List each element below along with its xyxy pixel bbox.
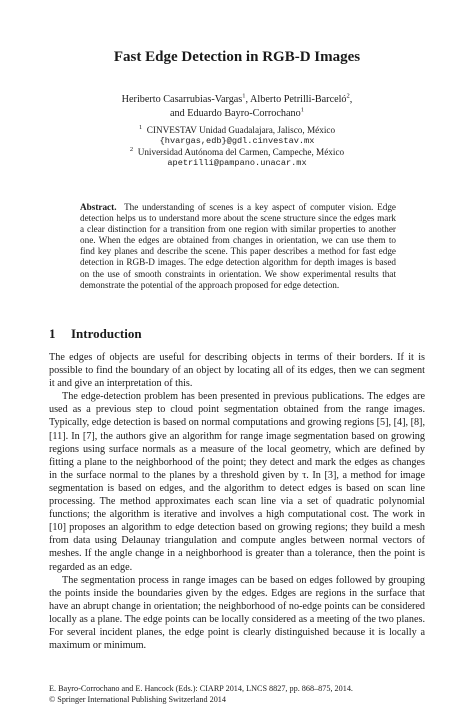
- paper-title: Fast Edge Detection in RGB-D Images: [113, 49, 361, 65]
- author-name: , Alberto Petrilli-Barceló: [245, 94, 347, 105]
- author-block: [0, 93, 474, 121]
- author-affil-mark: 1: [242, 92, 246, 100]
- affiliation-2: [0, 147, 474, 158]
- footer-citation: E. Bayro-Corrochano and E. Hancock (Eds.): CIARP 2014, LNCS 8827, pp. 868–875, 2014.: [49, 684, 353, 693]
- author-name: Heriberto Casarrubias-Vargas: [121, 94, 243, 105]
- affiliation-2-email: apetrilli@pampano.unacar.mx: [167, 158, 307, 168]
- abstract-text: The understanding of scenes is a key aspect of computer vision. Edge detection helps us to understand more about the scene structure since the edges mark a clear distinction for a transition from one region with similar properties to another one. When the edges are obtained from changes in orientation, we can use them to find key planes and describe the scene. This paper describes a method for fast edge detection in RGB-D images. The edge detection algorithm for depth images is based on the use of smooth constraints in orientation. We show experimental results that demonstrate the potential of the approach proposed for edge detection.: [80, 202, 396, 290]
- affil-text: Universidad Autónoma del Carmen, Campeche, México: [137, 147, 345, 157]
- affil-number: 1: [138, 123, 143, 131]
- body-text: [49, 351, 425, 652]
- author-separator: ,: [349, 94, 353, 105]
- author-name: and Eduardo Bayro-Corrochano: [170, 108, 301, 119]
- affil-text: CINVESTAV Unidad Guadalajara, Jalisco, México: [146, 125, 336, 135]
- section-heading: [49, 326, 142, 342]
- footer: [49, 683, 353, 705]
- paragraph: The edge-detection problem has been presented in previous publications. The edges are used as a previous step to cloud point segmentation obtained from the range images. Typically, edge detection is based on normal computations and growing regions [5], [4], [8], [11]. In [7], the authors give an algorithm for range image segmentation based on growing regions using surface normals as a measure of the local geometry, which are defined by fitting a plane to the neighborhood of the point; they detect and mark the edges as changes in the surface normal to the planes by a threshold given by τ. In [3], a method for image segmentation is based on edges, and the algorithm to detect edges is based on scan line processing. The method approximates each scan line via a set of quadratic polynomial functions; the algorithm is iterative and involves a high computational cost. The work in [10] proposes an algorithm to edge detection based on growing regions; they build a mesh from data using Delaunay triangulation and compute angles between normal vectors of meshes. If the angle change in a neighborhood is greater than a tolerance, then the point is regarded as an edge.: [49, 391, 425, 573]
- affiliation-1-email: {hvargas,edb}@gdl.cinvestav.mx: [159, 136, 315, 146]
- section-title: Introduction: [71, 326, 142, 341]
- author-affil-mark: 2: [346, 92, 350, 100]
- section-number: 1: [49, 326, 56, 341]
- footer-copyright: © Springer International Publishing Switzerland 2014: [49, 695, 226, 704]
- author-affil-mark: 1: [300, 106, 304, 114]
- author-line-1: [0, 93, 474, 107]
- paragraph: The segmentation process in range images can be based on edges followed by grouping the points inside the boundaries given by the edges. Edges are regions in the surface that have an abrupt change in orientation; the neighborhood of no-edge points can be considered locally as a plane. The edge points can be locally considered as a meeting of the two planes. For several incident planes, the edge point is clearly distinguished because it is locally a maximum or minimum.: [49, 574, 425, 652]
- abstract: [80, 202, 396, 291]
- affiliation-block: [0, 125, 474, 169]
- paragraph: The edges of objects are useful for describing objects in terms of their borders. If it is possible to find the boundary of an object by locating all of its edges, then we can segment it and give an interpretation of this.: [49, 352, 425, 390]
- affiliation-1: [0, 125, 474, 136]
- abstract-label: Abstract.: [80, 202, 117, 212]
- author-line-2: [0, 107, 474, 121]
- affil-number: 2: [129, 145, 134, 153]
